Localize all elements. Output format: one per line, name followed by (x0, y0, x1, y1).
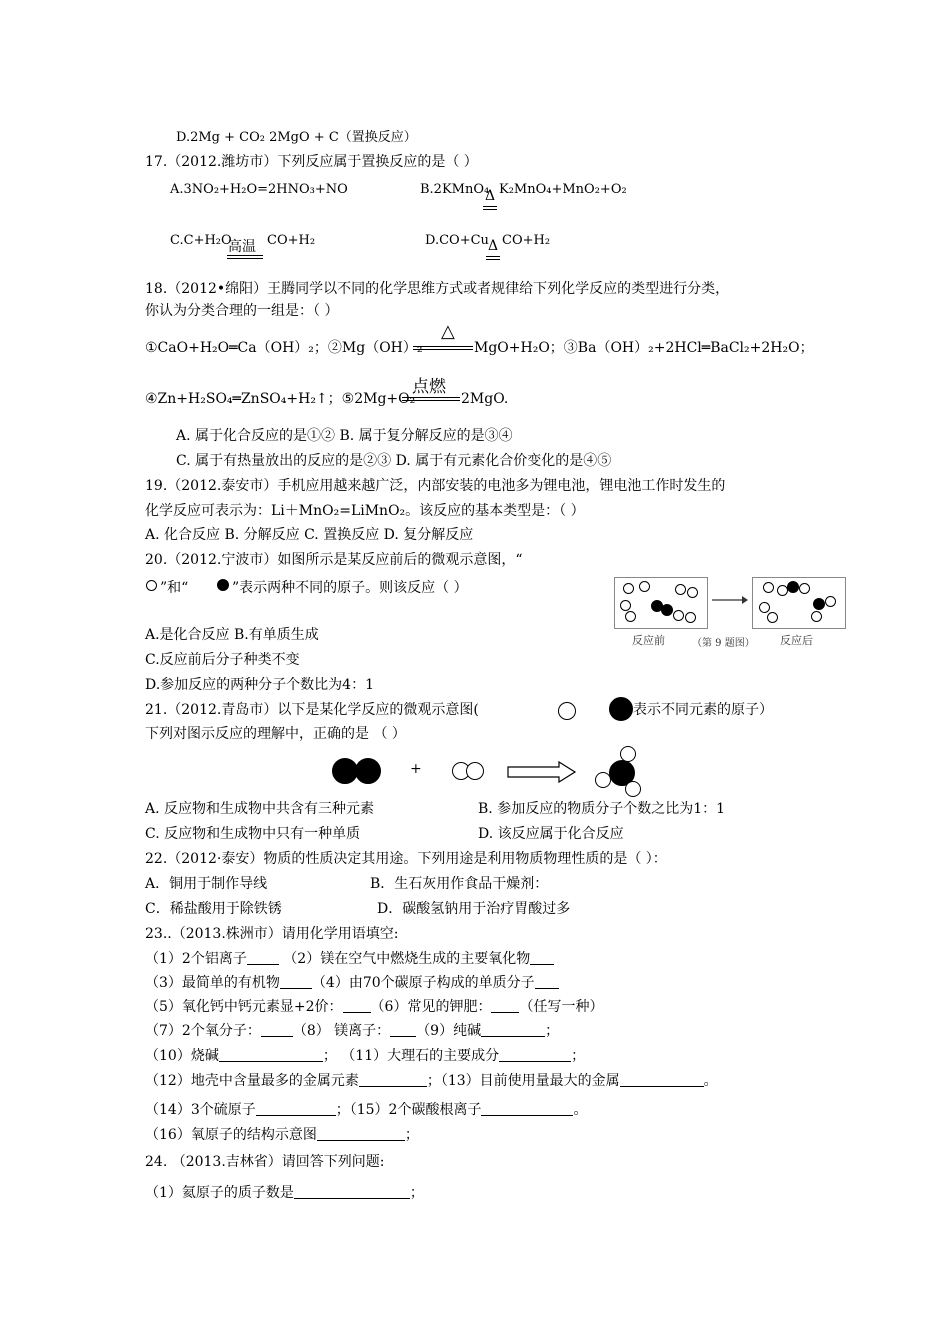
q23-semicolon: ； (426, 1073, 441, 1089)
q23-item-11: （11）大理石的主要成分 (341, 1048, 500, 1064)
q18-ignite-condition: 点燃 (412, 377, 446, 397)
q23-answer-blank-2[interactable] (530, 950, 554, 965)
q24-stem: 24. （2013.吉林省）请回答下列问题: (145, 1154, 385, 1170)
q23-item-14: （14）3个硫原子 (145, 1102, 256, 1118)
white-atom-icon (625, 611, 636, 622)
q23-row6 (145, 1071, 718, 1091)
q19-stem-line2: 化学反应可表示为：Li＋MnO₂=LiMnO₂。该反应的基本类型是：（ ） (145, 503, 585, 519)
q23-semicolon: ； (571, 1048, 586, 1064)
q18-reactions-row2-b: 2MgO. (461, 391, 509, 407)
q21-plus-sign: + (410, 761, 422, 777)
q23-row3 (145, 997, 603, 1017)
q23-row2 (145, 973, 559, 993)
q17-d-equals-bar (486, 256, 500, 260)
q23-semicolon: ； (545, 1023, 560, 1039)
q23-answer-blank-6[interactable] (491, 998, 519, 1013)
white-atom-icon (595, 772, 611, 788)
q18-heat-sign: △ (441, 321, 455, 342)
black-atom-icon (355, 758, 381, 784)
white-atom-icon (825, 596, 836, 607)
q17-c-equals-bar (227, 255, 263, 259)
q24-answer-blank-1[interactable] (294, 1184, 410, 1199)
q23-item-16: （16）氧原子的结构示意图 (145, 1127, 317, 1143)
q17-option-c-left: C.C+H₂O (170, 233, 232, 248)
q23-semicolon: ； (404, 1127, 419, 1143)
q18-options-cd: C. 属于有热量放出的反应的是②③ D. 属于有元素化合价变化的是④⑤ (176, 453, 612, 469)
q24-row1 (145, 1183, 424, 1203)
q20-stem-line2: ”和“ (160, 580, 189, 596)
q18-stem-line1: 18.（2012•绵阳）王腾同学以不同的化学思维方式或者规律给下列化学反应的类型进行分类， (145, 281, 730, 297)
q23-period: 。 (573, 1102, 588, 1118)
q18-r1-equals-bar (413, 346, 473, 350)
q24-semicolon: ； (409, 1185, 424, 1201)
q20-figure-caption: （第 9 题图） (692, 638, 755, 649)
q23-row5 (145, 1046, 585, 1066)
q23-item-15: （15）2个碳酸根离子 (349, 1102, 482, 1118)
q23-answer-blank-16[interactable] (317, 1126, 405, 1141)
q22-option-a: A．铜用于制作导线 (145, 876, 268, 892)
q23-answer-blank-15[interactable] (481, 1101, 573, 1116)
q18-r2-equals-bar (402, 397, 460, 401)
white-atom-icon (767, 612, 778, 623)
q23-answer-blank-8[interactable] (390, 1022, 416, 1037)
white-atom-icon (675, 584, 686, 595)
white-atom-icon (466, 762, 484, 780)
q17-option-d-left: D.CO+Cu (425, 233, 489, 248)
q23-answer-blank-14[interactable] (256, 1101, 336, 1116)
q23-answer-blank-5[interactable] (343, 998, 371, 1013)
q18-reactions-row1-a: ①CaO+H₂O═Ca（OH）₂；②Mg（OH）₂ (145, 340, 423, 356)
black-atom-icon (217, 579, 229, 591)
q20-option-c: C.反应前后分子种类不变 (145, 652, 300, 668)
q23-answer-blank-13[interactable] (620, 1072, 704, 1087)
q17-option-b-right: K₂MnO₄+MnO₂+O₂ (499, 182, 627, 197)
q20-options-ab: A.是化合反应 B.有单质生成 (145, 627, 319, 643)
q21-reaction-arrow (507, 761, 577, 783)
q21-option-c: C. 反应物和生成物中只有一种单质 (145, 826, 361, 842)
white-atom-icon (620, 746, 636, 762)
q23-item-7: （7）2个氧分子： (145, 1023, 261, 1039)
q23-row8 (145, 1125, 419, 1145)
white-atom-icon (558, 702, 576, 720)
black-atom-icon (813, 598, 825, 610)
q23-row4 (145, 1021, 559, 1041)
white-atom-icon (763, 582, 774, 593)
black-atom-icon (787, 581, 799, 593)
q17-option-b-left: B.2KMnO₄ (420, 182, 490, 197)
q21-option-d: D. 该反应属于化合反应 (478, 826, 624, 842)
q20-reaction-arrow (712, 594, 748, 606)
q21-stem-line2: 下列对图示反应的理解中，正确的是 （ ） (145, 726, 406, 742)
q23-item-10: （10）烧碱 (145, 1048, 219, 1064)
q18-reactions-row2-a: ④Zn+H₂SO₄═ZnSO₄+H₂↑；⑤2Mg+O₂ (145, 391, 416, 407)
q23-item-6: （6）常见的钾肥： (370, 999, 492, 1015)
q17-c-condition: 高温 (228, 239, 256, 255)
q23-stem: 23..（2013.株洲市）请用化学用语填空: (145, 926, 399, 942)
q23-answer-blank-12[interactable] (359, 1072, 427, 1087)
q23-item-9: （9）纯碱 (416, 1023, 482, 1039)
q23-period: 。 (703, 1073, 718, 1089)
q22-stem: 22.（2012·泰安）物质的性质决定其用途。下列用途是利用物质物理性质的是（ ）： (145, 851, 667, 867)
q17-d-heat-sign: Δ (488, 238, 499, 254)
white-atom-icon (759, 602, 770, 613)
q22-option-d: D．碳酸氢钠用于治疗胃酸过多 (377, 901, 571, 917)
q24-item-1: （1）氦原子的质子数是 (145, 1185, 294, 1201)
white-atom-icon (673, 610, 684, 621)
q20-option-d: D.参加反应的两种分子个数比为4：1 (145, 677, 374, 693)
q17-option-a: A.3NO₂+H₂O=2HNO₃+NO (170, 182, 348, 197)
q23-item-6-note: （任写一种） (519, 999, 604, 1015)
q23-semicolon: ； (322, 1048, 337, 1064)
q19-options: A. 化合反应 B. 分解反应 C. 置换反应 D. 复分解反应 (145, 527, 474, 543)
q23-answer-blank-3[interactable] (280, 974, 312, 989)
q23-item-3: （3）最简单的有机物 (145, 975, 280, 991)
q17-option-d-right: CO+H₂ (502, 233, 551, 248)
q20-stem-line1: 20.（2012.宁波市）如图所示是某反应前后的微观示意图，“ (145, 552, 523, 568)
q21-option-a: A. 反应物和生成物中共含有三种元素 (145, 801, 375, 817)
q22-option-c: C．稀盐酸用于除铁锈 (145, 901, 282, 917)
q23-row1 (145, 949, 554, 969)
q17-b-heat-sign: Δ (485, 188, 496, 204)
white-atom-icon (146, 580, 157, 591)
white-atom-icon (811, 611, 822, 622)
q23-semicolon: ； (335, 1102, 350, 1118)
q20-after-box (752, 577, 846, 629)
white-atom-icon (639, 581, 650, 592)
q18-options-ab: A. 属于化合反应的是①② B. 属于复分解反应的是③④ (176, 428, 513, 444)
q23-item-1: （1）2个铝离子 (145, 951, 247, 967)
q21-option-b: B. 参加反应的物质分子个数之比为1：1 (478, 801, 726, 817)
black-atom-icon (609, 697, 633, 721)
q20-stem-line2b: ”表示两种不同的原子。则该反应（ ） (232, 580, 468, 596)
q23-answer-blank-9[interactable] (481, 1022, 545, 1037)
q23-answer-blank-10[interactable] (219, 1047, 323, 1062)
q19-stem-line1: 19.（2012.泰安市）手机应用越来越广泛，内部安装的电池多为锂电池，锂电池工作时发生的 (145, 478, 726, 494)
white-atom-icon (799, 583, 810, 594)
q23-item-12: （12）地壳中含量最多的金属元素 (145, 1073, 359, 1089)
white-atom-icon (625, 781, 641, 797)
q20-label-after: 反应后 (780, 634, 813, 647)
q23-answer-blank-4[interactable] (535, 974, 559, 989)
q23-answer-blank-7[interactable] (261, 1022, 293, 1037)
q17-stem: 17.（2012.潍坊市）下列反应属于置换反应的是（ ） (145, 154, 478, 170)
q20-before-box (614, 577, 708, 629)
q23-item-4: （4）由70个碳原子构成的单质分子 (311, 975, 535, 991)
q18-stem-line2: 你认为分类合理的一组是：（ ） (145, 303, 339, 319)
white-atom-icon (685, 612, 696, 623)
q23-item-8: （8） 镁离子： (292, 1023, 391, 1039)
q23-row7 (145, 1100, 587, 1120)
white-atom-icon (620, 600, 631, 611)
q23-item-13: （13）目前使用量最大的金属 (440, 1073, 620, 1089)
q17-b-equals-bar (483, 206, 497, 210)
q16-option-d: D.2Mg + CO₂ 2MgO + C（置换反应） (176, 130, 417, 145)
q21-stem-line1b: 表示不同元素的原子） (633, 702, 773, 718)
q23-item-5: （5）氧化钙中钙元素显+2价： (145, 999, 343, 1015)
q18-reactions-row1-b: MgO+H₂O；③Ba（OH）₂+2HCl═BaCl₂+2H₂O； (474, 340, 814, 356)
q23-answer-blank-11[interactable] (499, 1047, 571, 1062)
q23-item-2: （2）镁在空气中燃烧生成的主要氧化物 (283, 951, 531, 967)
q17-option-c-right: CO+H₂ (267, 233, 316, 248)
q21-stem-line1: 21.（2012.青岛市）以下是某化学反应的微观示意图( (145, 702, 479, 718)
q22-option-b: B．生石灰用作食品干燥剂： (370, 876, 549, 892)
q20-label-before: 反应前 (632, 634, 665, 647)
black-atom-icon (661, 604, 673, 616)
white-atom-icon (623, 583, 634, 594)
white-atom-icon (687, 587, 698, 598)
q23-answer-blank-1[interactable] (247, 950, 279, 965)
